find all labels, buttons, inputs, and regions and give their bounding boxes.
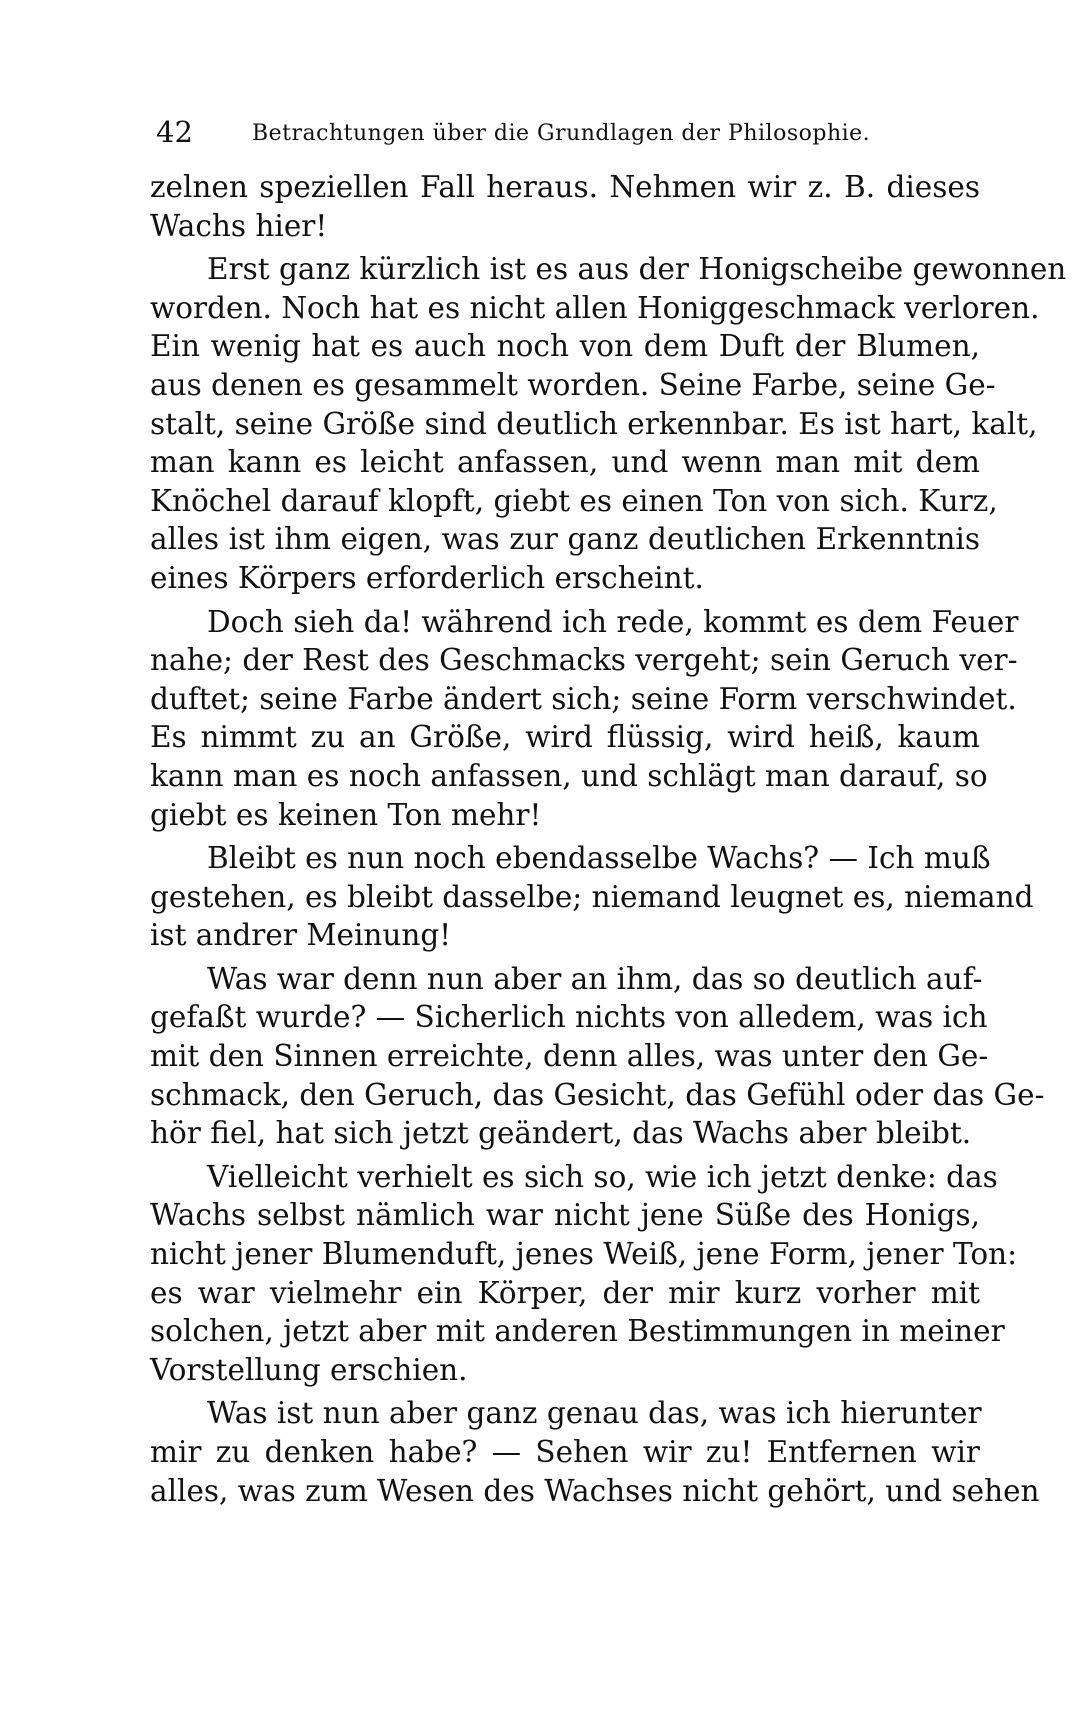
text-line: schmack, den Geruch, das Gesicht, das Gefühl oder das Ge-: [150, 1077, 1045, 1112]
text-line: Doch sieh da! während ich rede, kommt es dem Feuer: [207, 604, 1019, 639]
text-line: Vielleicht verhielt es sich so, wie ich jetzt denke: das: [207, 1159, 998, 1194]
text-line: giebt es keinen Ton mehr!: [150, 797, 542, 832]
text-line: aus denen es gesammelt worden. Seine Farbe, seine Ge-: [150, 367, 996, 402]
text-line: nahe; der Rest des Geschmacks vergeht; sein Geruch ver-: [150, 643, 1018, 678]
text-line: Erst ganz kürzlich ist es aus der Honigscheibe gewonnen: [207, 252, 1067, 287]
text-line: ist andrer Meinung!: [150, 918, 452, 953]
text-line: kann man es noch anfassen, und schlägt man darauf, so: [150, 758, 988, 793]
text-line: gefaßt wurde? — Sicherlich nichts von alledem, was ich: [150, 1000, 988, 1035]
text-line: mit den Sinnen erreichte, denn alles, was unter den Ge-: [150, 1039, 989, 1074]
page-header: [150, 112, 980, 152]
text-line: eines Körpers erforderlich erscheint.: [150, 560, 704, 595]
paragraph-1: [150, 168, 980, 245]
paragraph-7: [150, 1394, 1040, 1510]
paragraph-5: [150, 960, 1045, 1153]
text-line: mir zu denken habe? — Sehen wir zu! Entfernen wir: [150, 1435, 980, 1469]
text-line: alles ist ihm eigen, was zur ganz deutlichen Erkenntnis: [150, 522, 980, 557]
text-line: Es nimmt zu an Größe, wird flüssig, wird heiß, kaum: [150, 720, 980, 755]
text-line: Was war denn nun aber an ihm, das so deutlich auf-: [207, 961, 983, 996]
text-line: solchen, jetzt aber mit anderen Bestimmungen in meiner: [150, 1314, 1005, 1349]
paragraph-2: [150, 250, 1067, 597]
text-line: es war vielmehr ein Körper, der mir kurz vorher mit: [150, 1275, 980, 1310]
text-line: Vorstellung erschien.: [150, 1352, 468, 1387]
text-line: Wachs hier!: [150, 208, 328, 243]
text-line: Bleibt es nun noch ebendasselbe Wachs? — Ich muß: [207, 841, 991, 876]
text-line: stalt, seine Größe sind deutlich erkennbar. Es ist hart, kalt,: [150, 406, 1038, 441]
text-line: Was ist nun aber ganz genau das, was ich hierunter: [207, 1396, 982, 1431]
paragraph-3: [150, 603, 1019, 835]
text-line: man kann es leicht anfassen, und wenn man mit dem: [150, 445, 980, 480]
page-number: 42: [156, 115, 193, 149]
text-line: zelnen speziellen Fall heraus. Nehmen wir z. B. dieses: [150, 170, 980, 204]
text-line: worden. Noch hat es nicht allen Honiggeschmack verloren.: [150, 290, 1040, 325]
text-line: alles, was zum Wesen des Wachses nicht gehört, und sehen: [150, 1473, 1040, 1508]
text-line: Wachs selbst nämlich war nicht jene Süße des Honigs,: [150, 1198, 980, 1233]
text-line: Ein wenig hat es auch noch von dem Duft der Blumen,: [150, 329, 980, 364]
text-line: gestehen, es bleibt dasselbe; niemand leugnet es, niemand: [150, 879, 1034, 914]
paragraph-4: [150, 839, 1034, 955]
text-line: nicht jener Blumenduft, jenes Weiß, jene Form, jener Ton:: [150, 1237, 1018, 1272]
paragraph-6: [150, 1158, 1018, 1390]
running-title: Betrachtungen über die Grundlagen der Philosophie.: [252, 121, 871, 146]
text-line: Knöchel darauf klopft, giebt es einen Ton von sich. Kurz,: [150, 483, 998, 518]
text-line: duftet; seine Farbe ändert sich; seine Form verschwindet.: [150, 681, 1017, 716]
text-line: hör fiel, hat sich jetzt geändert, das Wachs aber bleibt.: [150, 1116, 972, 1151]
body-text: [150, 168, 1067, 1510]
